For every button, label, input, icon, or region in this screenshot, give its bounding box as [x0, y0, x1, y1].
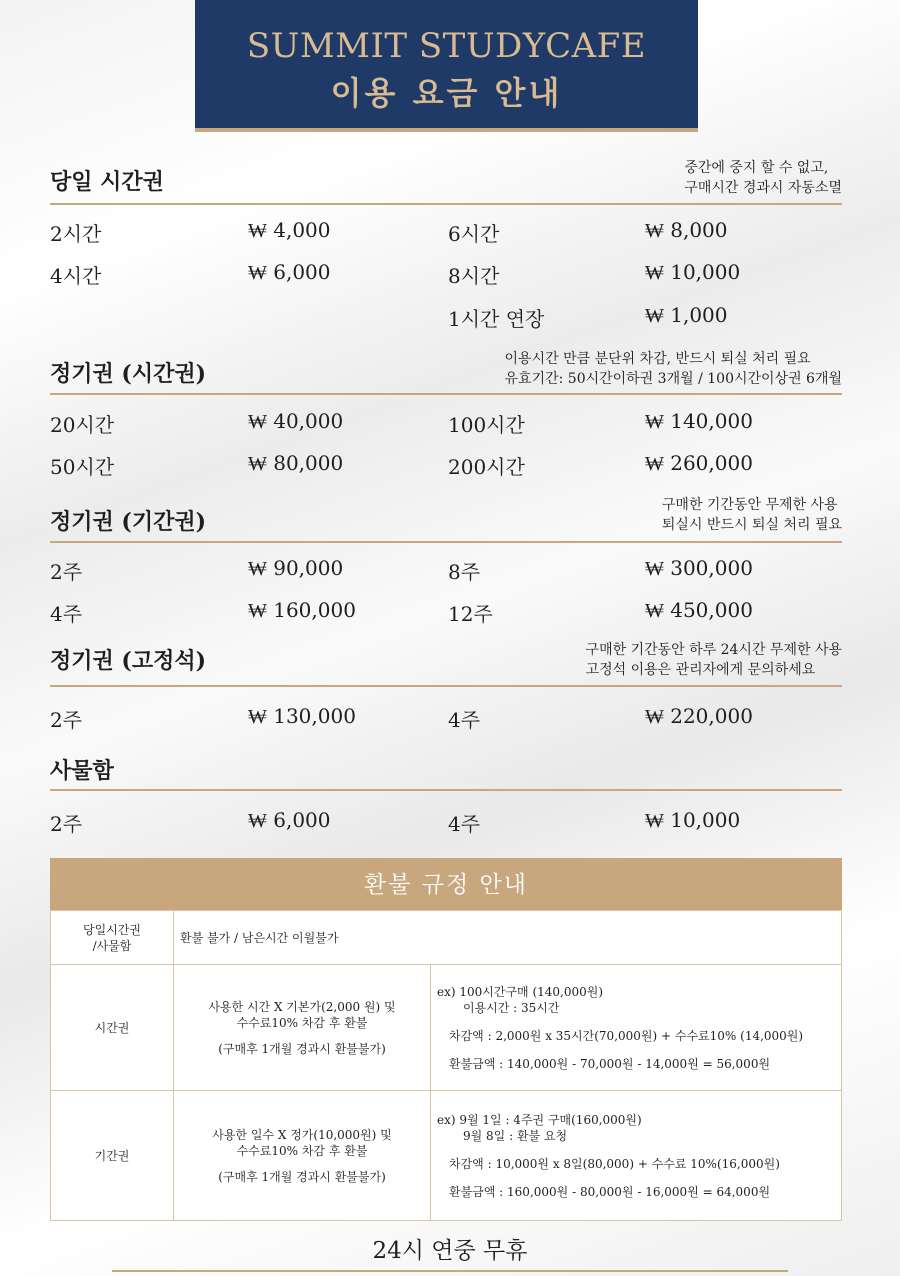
footer-hours: 24시 연중 무휴 — [372, 1238, 528, 1264]
section-title-day: 당일 시간권 — [50, 169, 164, 195]
item-price: ₩ 220,000 — [645, 704, 753, 728]
section-note-fixed: 구매한 기간동안 하루 24시간 무제한 사용 고정석 이용은 관리자에게 문의하세요 — [585, 642, 842, 678]
item-name: 2주 — [50, 812, 83, 836]
item-price: ₩ 40,000 — [248, 409, 344, 433]
item-price: ₩ 130,000 — [248, 704, 356, 728]
item-name: 4시간 — [50, 264, 102, 288]
item-name: 2주 — [50, 560, 83, 584]
item-name: 4주 — [50, 602, 83, 626]
section-note-day: 중간에 중지 할 수 없고, 구매시간 경과시 자동소멸 — [684, 160, 842, 196]
item-price: ₩ 4,000 — [248, 218, 331, 242]
item-price: ₩ 300,000 — [645, 556, 753, 580]
item-name: 4주 — [448, 812, 481, 836]
item-name: 6시간 — [448, 222, 500, 246]
refund-title-bar: 환불 규정 안내 — [50, 858, 842, 910]
item-price: ₩ 8,000 — [645, 218, 728, 242]
refund-example-cell: ex) 100시간구매 (140,000원) 이용시간 : 35시간 차감액 : 2,000원 x 35시간(70,000원) + 수수료10% (14,000원) 환불금액 : 140,000원 - 70,000원 - 14,000원 = 56,000원 — [431, 965, 842, 1091]
item-price: ₩ 450,000 — [645, 598, 753, 622]
item-name: 20시간 — [50, 413, 115, 437]
section-note-hours: 이용시간 만큼 분단위 차감, 반드시 퇴실 처리 필요 유효기간: 50시간이하권 3개월 / 100시간이상권 6개월 — [504, 351, 842, 387]
item-price: ₩ 10,000 — [645, 808, 741, 832]
item-name: 100시간 — [448, 413, 525, 437]
item-name: 12주 — [448, 602, 493, 626]
section-title-hours: 정기권 (시간권) — [50, 361, 206, 387]
item-name: 8주 — [448, 560, 481, 584]
refund-type-cell: 당일시간권 /사물함 — [51, 911, 174, 965]
header-banner — [195, 0, 698, 132]
refund-rule-cell: 환불 불가 / 남은시간 이월불가 — [174, 911, 842, 965]
table-row — [51, 965, 842, 1091]
divider — [50, 541, 842, 543]
item-price: ₩ 160,000 — [248, 598, 356, 622]
item-price: ₩ 1,000 — [645, 303, 728, 327]
item-price: ₩ 10,000 — [645, 260, 741, 284]
refund-rule-cell: 사용한 시간 X 기본가(2,000 원) 및 수수료10% 차감 후 환불 (구매후 1개월 경과시 환불불가) — [174, 965, 431, 1091]
refund-type-cell: 시간권 — [51, 965, 174, 1091]
item-price: ₩ 6,000 — [248, 260, 331, 284]
item-price: ₩ 140,000 — [645, 409, 753, 433]
refund-type-cell: 기간권 — [51, 1091, 174, 1221]
title-ko: 이용 요금 안내 — [330, 74, 563, 112]
item-name: 50시간 — [50, 455, 115, 479]
item-price: ₩ 80,000 — [248, 451, 344, 475]
item-name: 200시간 — [448, 455, 525, 479]
divider — [112, 1270, 788, 1272]
item-name: 1시간 연장 — [448, 307, 545, 331]
item-price: ₩ 260,000 — [645, 451, 753, 475]
divider — [50, 685, 842, 687]
refund-example-cell: ex) 9월 1일 : 4주권 구매(160,000원) 9월 8일 : 환불 요청 차감액 : 10,000원 x 8일(80,000) + 수수료 10%(16,000원) 환불금액 : 160,000원 - 80,000원 - 16,000원 = 64,000원 — [431, 1091, 842, 1221]
item-name: 2시간 — [50, 222, 102, 246]
item-price: ₩ 90,000 — [248, 556, 344, 580]
divider — [50, 393, 842, 395]
table-row — [51, 911, 842, 965]
section-title-locker: 사물함 — [50, 758, 114, 784]
item-name: 2주 — [50, 708, 83, 732]
title-en: SUMMIT STUDYCAFE — [246, 26, 647, 66]
section-note-period: 구매한 기간동안 무제한 사용 퇴실시 반드시 퇴실 처리 필요 — [661, 497, 842, 533]
refund-rule-cell: 사용한 일수 X 정가(10,000원) 및 수수료10% 차감 후 환불 (구매후 1개월 경과시 환불불가) — [174, 1091, 431, 1221]
table-row — [51, 1091, 842, 1221]
divider — [50, 789, 842, 791]
refund-table — [50, 910, 842, 1221]
divider — [50, 203, 842, 205]
item-name: 8시간 — [448, 264, 500, 288]
item-price: ₩ 6,000 — [248, 808, 331, 832]
section-title-fixed: 정기권 (고정석) — [50, 648, 206, 674]
item-name: 4주 — [448, 708, 481, 732]
section-title-period: 정기권 (기간권) — [50, 509, 206, 535]
